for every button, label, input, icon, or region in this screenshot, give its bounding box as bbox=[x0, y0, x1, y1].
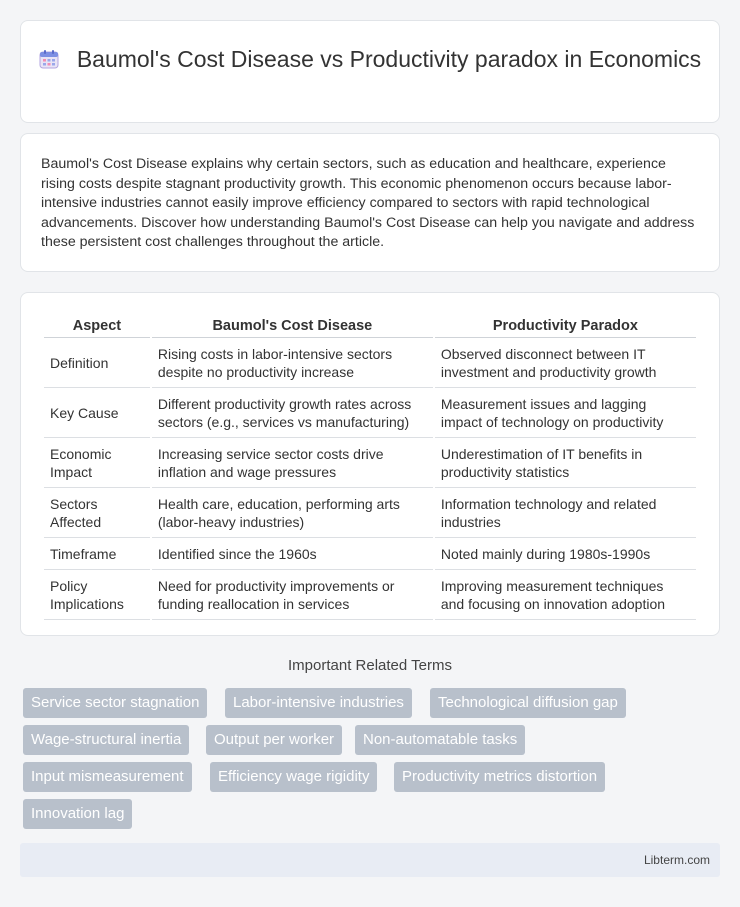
table-row bbox=[44, 570, 696, 620]
table-row bbox=[44, 338, 696, 388]
table-row bbox=[44, 438, 696, 488]
baumol-cell: Health care, education, performing arts (labor-heavy industries) bbox=[152, 488, 433, 538]
footer-bar bbox=[20, 843, 720, 877]
productivity-cell: Improving measurement techniques and focusing on innovation adoption bbox=[435, 570, 696, 620]
comparison-table bbox=[42, 317, 698, 620]
baumol-cell: Increasing service sector costs drive inflation and wage pressures bbox=[152, 438, 433, 488]
aspect-cell: Timeframe bbox=[44, 538, 150, 570]
table-header-row bbox=[44, 317, 696, 338]
term-tag[interactable]: Service sector stagnation bbox=[23, 688, 207, 718]
productivity-cell: Noted mainly during 1980s-1990s bbox=[435, 538, 696, 570]
header-baumol: Baumol's Cost Disease bbox=[152, 317, 433, 338]
table-row bbox=[44, 388, 696, 438]
header-productivity: Productivity Paradox bbox=[435, 317, 696, 338]
term-tag[interactable]: Efficiency wage rigidity bbox=[210, 762, 377, 792]
term-tag[interactable]: Input mismeasurement bbox=[23, 762, 192, 792]
related-terms-heading: Important Related Terms bbox=[288, 657, 452, 674]
productivity-cell: Information technology and related industries bbox=[435, 488, 696, 538]
aspect-cell: Policy Implications bbox=[44, 570, 150, 620]
page-title bbox=[21, 45, 719, 74]
title-text: Baumol's Cost Disease vs Productivity paradox in Economics bbox=[76, 46, 702, 72]
term-tag[interactable]: Wage-structural inertia bbox=[23, 725, 189, 755]
term-tag[interactable]: Productivity metrics distortion bbox=[394, 762, 605, 792]
term-tag[interactable]: Labor-intensive industries bbox=[225, 688, 412, 718]
title-wrap bbox=[21, 45, 719, 74]
table-row bbox=[44, 488, 696, 538]
term-tag[interactable]: Innovation lag bbox=[23, 799, 132, 829]
aspect-cell: Economic Impact bbox=[44, 438, 150, 488]
aspect-cell: Definition bbox=[44, 338, 150, 388]
baumol-cell: Identified since the 1960s bbox=[152, 538, 433, 570]
comparison-card bbox=[20, 292, 720, 636]
baumol-cell: Rising costs in labor-intensive sectors despite no productivity increase bbox=[152, 338, 433, 388]
term-tag[interactable]: Technological diffusion gap bbox=[430, 688, 626, 718]
table-row bbox=[44, 538, 696, 570]
aspect-cell: Key Cause bbox=[44, 388, 150, 438]
term-tag[interactable]: Output per worker bbox=[206, 725, 342, 755]
aspect-cell: Sectors Affected bbox=[44, 488, 150, 538]
intro-paragraph: Baumol's Cost Disease explains why certain sectors, such as education and healthcare, experience rising costs despite stagnant productivity growth. This economic phenomenon occurs because labor-intensive industries cannot easily improve efficiency compared to sectors with rapid technological advancements. Discover how understanding Baumol's Cost Disease can help you navigate and address these persistent cost challenges throughout the article. bbox=[41, 156, 695, 251]
header-card bbox=[20, 20, 720, 123]
baumol-cell: Different productivity growth rates across sectors (e.g., services vs manufacturing) bbox=[152, 388, 433, 438]
footer-site-link[interactable]: Libterm.com bbox=[643, 853, 710, 867]
productivity-cell: Measurement issues and lagging impact of technology on productivity bbox=[435, 388, 696, 438]
calendar-icon bbox=[39, 49, 59, 69]
productivity-cell: Underestimation of IT benefits in productivity statistics bbox=[435, 438, 696, 488]
baumol-cell: Need for productivity improvements or funding reallocation in services bbox=[152, 570, 433, 620]
intro-card bbox=[20, 133, 720, 272]
term-tag[interactable]: Non-automatable tasks bbox=[355, 725, 525, 755]
header-aspect: Aspect bbox=[44, 317, 150, 338]
productivity-cell: Observed disconnect between IT investment and productivity growth bbox=[435, 338, 696, 388]
